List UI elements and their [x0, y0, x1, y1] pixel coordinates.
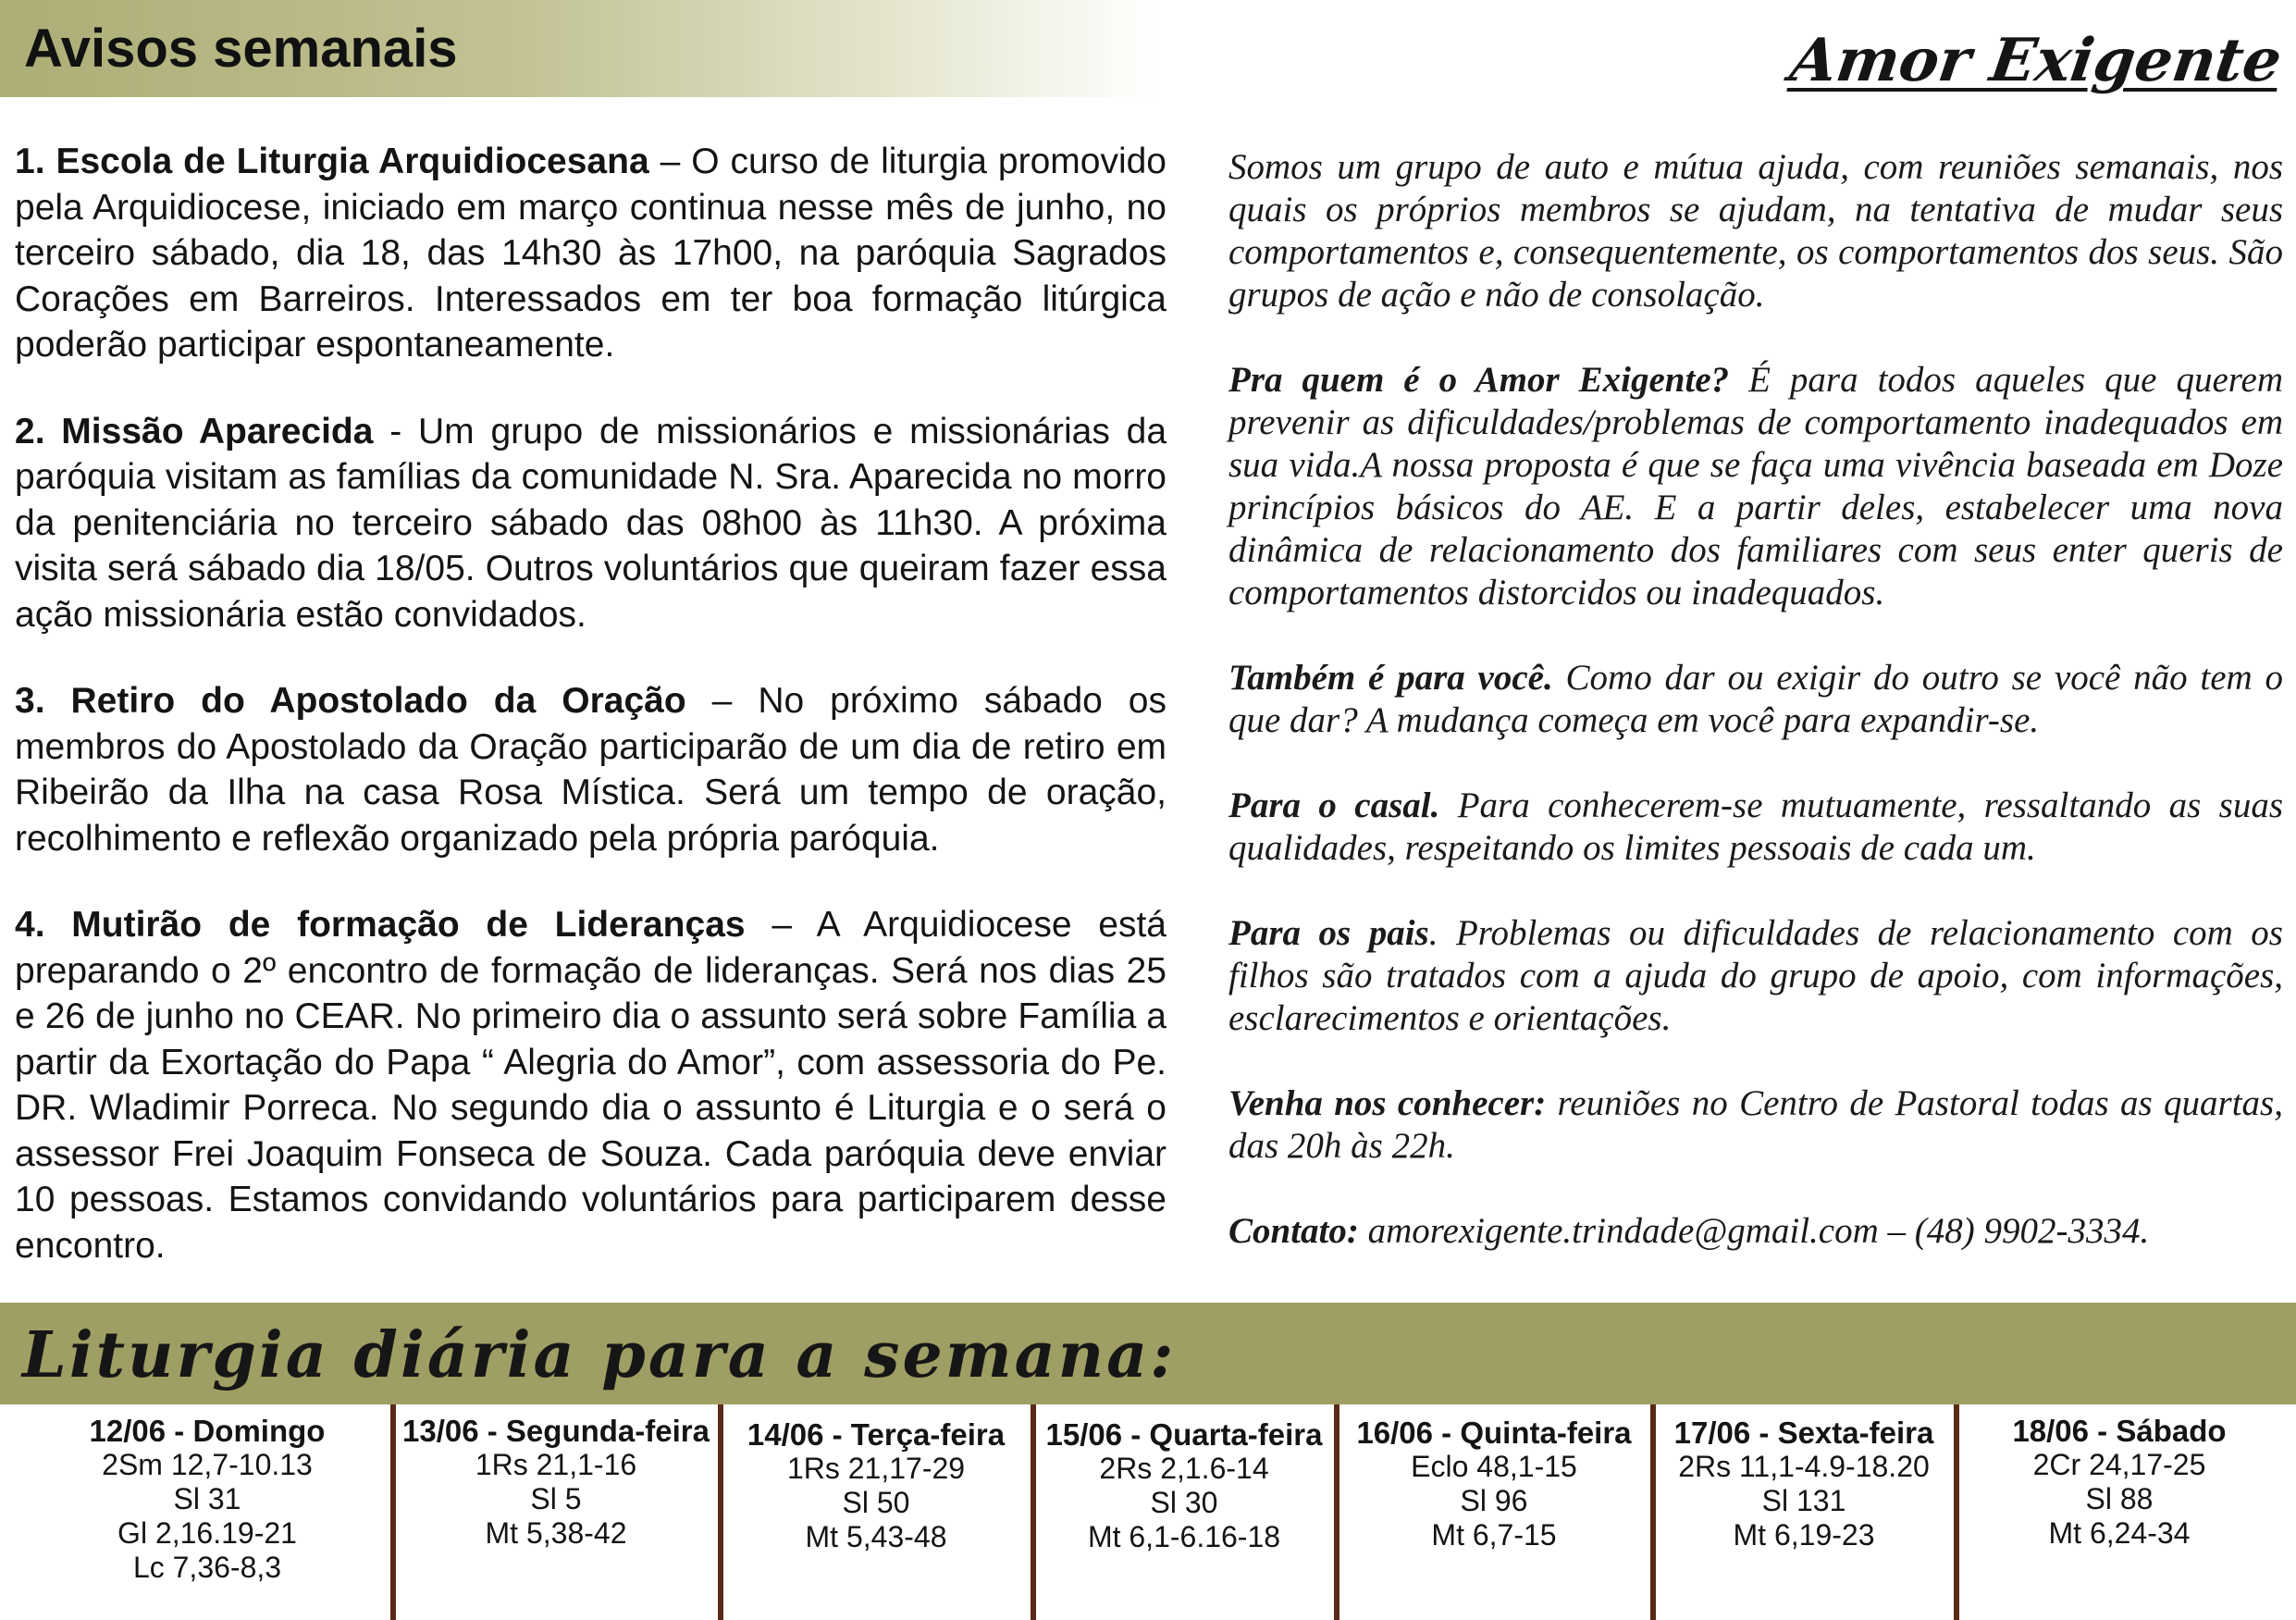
- reading: Mt 6,7-15: [1431, 1518, 1557, 1552]
- day-name: 16/06 - Quinta-feira: [1356, 1416, 1632, 1450]
- notice-body: – A Arquidiocese está preparando o 2º encontro de formação de lideranças. Será nos dias 25 e 26 de junho no CEAR. No primeiro dia o assunto será sobre Família a partir da Exortação do Papa “ Alegria do Amor”, com assessoria do Pe. DR. Wladimir Porreca. No segundo dia o assunto é Liturgia e o será o assessor Frei Joaquim Fonseca de Souza. Cada paróquia deve enviar 10 pessoas. Estamos convidando voluntários para participarem desse encontro.: [15, 905, 1167, 1266]
- reading: Mt 6,19-23: [1733, 1518, 1875, 1552]
- day-name: 15/06 - Quarta-feira: [1045, 1417, 1323, 1452]
- day-column: [1036, 1417, 1332, 1554]
- section-paragraph: [1228, 785, 2283, 870]
- reading: Eclo 48,1-15: [1411, 1450, 1577, 1483]
- section-paragraph: [1228, 1082, 2283, 1168]
- section-label: Contato:: [1228, 1211, 1359, 1251]
- notice-item: [15, 902, 1167, 1268]
- reading: 1Rs 21,17-29: [786, 1452, 966, 1485]
- contact-paragraph: [1228, 1210, 2283, 1253]
- amor-exigente-column: [1228, 146, 2283, 1295]
- reading: 1Rs 21,1-16: [475, 1448, 637, 1481]
- intro-paragraph: Somos um grupo de auto e mútua ajuda, com reuniões semanais, nos quais os próprios membros se ajudam, na tentativa de mudar seus comportamentos e, consequentemente, os comportamentos dos seus. São grupos de ação e não de consolação.: [1228, 147, 2283, 315]
- reading: 2Sm 12,7-10.13: [102, 1448, 313, 1481]
- notice-body: – No próximo sábado os membros do Apostolado da Oração participarão de um dia de retiro em Ribeirão da Ilha na casa Rosa Mística. Será um tempo de oração, recolhimento e reflexão organizado pela própria paróquia.: [15, 681, 1167, 859]
- notice-heading: 4. Mutirão de formação de Lideranças: [15, 905, 746, 945]
- reading: Mt 5,38-42: [485, 1516, 627, 1550]
- notices-column: [15, 139, 1167, 1309]
- reading: 2Cr 24,17-25: [2032, 1448, 2206, 1481]
- notice-heading: 3. Retiro do Apostolado da Oração: [15, 681, 686, 721]
- section-text: Para conhecerem-se mutuamente, ressaltando as suas qualidades, respeitando os limites pessoais de cada um.: [1228, 785, 2284, 868]
- section-label: Pra quem é o Amor Exigente?: [1228, 360, 1730, 400]
- section-text: Como dar ou exigir do outro se você não tem o que dar? A mudança começa em você para expandir-se.: [1228, 658, 2283, 740]
- notice-item: [15, 139, 1167, 368]
- day-column: [1959, 1414, 2279, 1551]
- notice-body: - Um grupo de missionários e missionárias da paróquia visitam as famílias da comunidade N. Sra. Aparecida no morro da penitenciária no terceiro sábado das 08h00 às 11h30. A próxima visita será sábado dia 18/05. Outros voluntários que queiram fazer essa ação missionária estão convidados.: [15, 411, 1167, 635]
- notice-heading: 1. Escola de Liturgia Arquidiocesana: [15, 142, 649, 181]
- section-label: Para os pais: [1228, 913, 1429, 953]
- reading: Sl 96: [1460, 1484, 1528, 1517]
- reading: Sl 5: [530, 1482, 582, 1515]
- reading: Sl 31: [173, 1482, 241, 1515]
- day-name: 14/06 - Terça-feira: [747, 1417, 1006, 1452]
- reading: Sl 131: [1761, 1484, 1846, 1517]
- section-paragraph: [1228, 359, 2283, 614]
- day-name: 17/06 - Sexta-feira: [1673, 1416, 1934, 1450]
- section-paragraph: [1228, 912, 2283, 1040]
- section-label: Para o casal.: [1228, 785, 1440, 825]
- section-label: Venha nos conhecer:: [1228, 1083, 1547, 1123]
- reading: Gl 2,16.19-21: [117, 1516, 297, 1550]
- page-title: Avisos semanais: [24, 19, 458, 79]
- section-text: É para todos aqueles que querem prevenir as dificuldades/problemas de comportamento inadequados em sua vida.A nossa proposta é que se faça uma vivência baseada em Doze princípios básicos do AE. E a partir deles, estabelecer uma nova dinâmica de relacionamento dos familiares com seus enter queris de comportamentos distorcidos ou inadequados.: [1228, 360, 2283, 612]
- day-name: 13/06 - Segunda-feira: [402, 1414, 710, 1448]
- reading: Sl 50: [842, 1486, 910, 1519]
- notice-body: – O curso de liturgia promovido pela Arquidiocese, iniciado em março continua nesse mês de junho, no terceiro sábado, dia 18, das 14h30 às 17h00, na paróquia Sagrados Corações em Barreiros. Interessados em ter boa formação litúrgica poderão participar espontaneamente.: [15, 142, 1167, 365]
- liturgy-title: Liturgia diária para a semana:: [22, 1318, 1177, 1392]
- day-column: [26, 1414, 389, 1585]
- notice-heading: 2. Missão Aparecida: [15, 411, 374, 451]
- notice-item: [15, 678, 1167, 861]
- section-paragraph: [1228, 657, 2283, 742]
- reading: Sl 30: [1150, 1486, 1218, 1519]
- reading: 2Rs 2,1.6-14: [1099, 1452, 1269, 1485]
- section-text: . Problemas ou dificuldades de relacionamento com os filhos são tratados com a ajuda do grupo de apoio, com informações, esclarecimentos e orientações.: [1228, 913, 2283, 1038]
- reading: Mt 6,24-34: [2048, 1516, 2191, 1550]
- brand-logo-text: Amor Exigente: [1786, 26, 2287, 95]
- liturgy-days: [0, 1404, 2296, 1620]
- reading: Mt 5,43-48: [805, 1520, 947, 1553]
- section-label: Também é para você.: [1228, 658, 1553, 698]
- day-column: [396, 1414, 716, 1551]
- notice-item: [15, 409, 1167, 638]
- day-column: [1656, 1416, 1952, 1552]
- reading: 2Rs 11,1-4.9-18.20: [1678, 1450, 1930, 1483]
- contact-text: amorexigente.trindade@gmail.com – (48) 9902-3334.: [1358, 1211, 2150, 1251]
- reading: Lc 7,36-8,3: [132, 1551, 282, 1584]
- reading: Mt 6,1-6.16-18: [1087, 1520, 1281, 1553]
- day-name: 12/06 - Domingo: [89, 1414, 326, 1448]
- section-text: reuniões no Centro de Pastoral todas as quartas, das 20h às 22h.: [1228, 1083, 2283, 1166]
- reading: Sl 88: [2085, 1482, 2154, 1515]
- day-column: [1339, 1416, 1648, 1552]
- day-column: [723, 1417, 1029, 1554]
- day-name: 18/06 - Sábado: [2012, 1414, 2227, 1448]
